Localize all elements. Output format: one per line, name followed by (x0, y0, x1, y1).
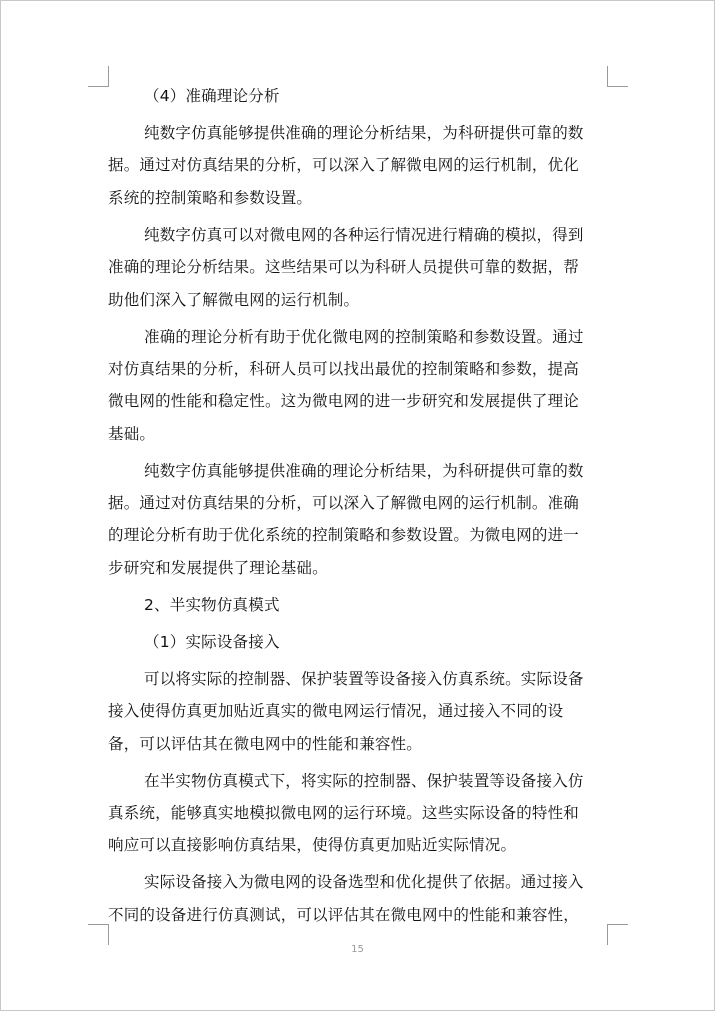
paragraph-3 (108, 321, 608, 451)
document-body (108, 80, 608, 936)
page-number: 15 (351, 944, 364, 955)
heading-device-access (108, 626, 608, 658)
text-line: 系统的控制策略和参数设置。 (108, 188, 313, 207)
text-line: 纯数字仿真能够提供准确的理论分析结果，为科研提供可靠的数 (144, 461, 584, 480)
text-line: 基础。 (108, 424, 156, 443)
text-line: 对仿真结果的分析，科研人员可以找出最优的控制策略和参数，提高 (108, 359, 580, 378)
text-line: 纯数字仿真能够提供准确的理论分析结果，为科研提供可靠的数 (144, 123, 584, 142)
paragraph-1 (108, 117, 608, 214)
text-line: 据。通过对仿真结果的分析，可以深入了解微电网的运行机制。准确 (108, 494, 580, 513)
text-line: 准确的理论分析结果。这些结果可以为科研人员提供可靠的数据，帮 (108, 258, 580, 277)
text-line: 据。通过对仿真结果的分析，可以深入了解微电网的运行机制，优化 (108, 156, 580, 175)
text-line: 真系统，能够真实地模拟微电网的运行环境。这些实际设备的特性和 (108, 803, 580, 822)
text-line: 不同的设备进行仿真测试，可以评估其在微电网中的性能和兼容性， (108, 905, 580, 924)
heading-accurate-analysis (108, 80, 608, 112)
text-line: 响应可以直接影响仿真结果，使得仿真更加贴近实际情况。 (108, 836, 517, 855)
text-line: 2、半实物仿真模式 (144, 595, 280, 614)
text-line: 可以将实际的控制器、保护装置等设备接入仿真系统。实际设备 (144, 669, 584, 688)
text-line: 准确的理论分析有助于优化微电网的控制策略和参数设置。通过 (144, 327, 584, 346)
paragraph-7 (108, 866, 608, 931)
paragraph-spacing (108, 931, 608, 936)
text-line: 接入使得仿真更加贴近真实的微电网运行情况，通过接入不同的设 (108, 702, 564, 721)
paragraph-4 (108, 455, 608, 585)
text-line: 微电网的性能和稳定性。这为微电网的进一步研究和发展提供了理论 (108, 392, 580, 411)
text-line: 实际设备接入为微电网的设备选型和优化提供了依据。通过接入 (144, 873, 584, 892)
paragraph-2 (108, 219, 608, 316)
text-line: 助他们深入了解微电网的运行机制。 (108, 290, 360, 309)
text-line: 的理论分析有助于优化系统的控制策略和参数设置。为微电网的进一 (108, 526, 580, 545)
text-line: （1）实际设备接入 (144, 632, 280, 651)
text-line: 步研究和发展提供了理论基础。 (108, 558, 328, 577)
paragraph-6 (108, 765, 608, 862)
text-line: 备，可以评估其在微电网中的性能和兼容性。 (108, 734, 423, 753)
heading-semi-physical-mode (108, 589, 608, 621)
text-line: 在半实物仿真模式下，将实际的控制器、保护装置等设备接入仿 (144, 771, 584, 790)
text-line: 纯数字仿真可以对微电网的各种运行情况进行精确的模拟，得到 (144, 225, 584, 244)
paragraph-5 (108, 663, 608, 760)
crop-mark-top-left (88, 66, 109, 87)
crop-mark-bottom-right (607, 924, 628, 945)
text-line: （4）准确理论分析 (144, 87, 280, 105)
crop-mark-bottom-left (88, 924, 109, 945)
crop-mark-top-right (607, 66, 628, 87)
